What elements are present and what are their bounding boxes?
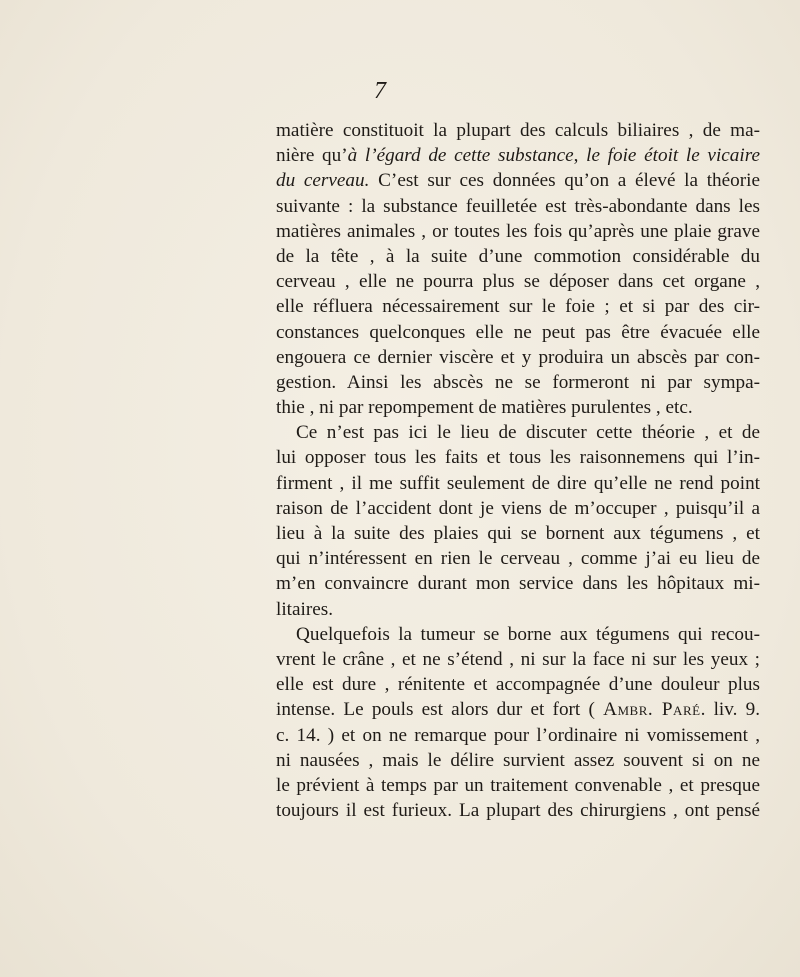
text-line — [276, 219, 760, 244]
text-line — [276, 597, 760, 622]
text-segment: vrent le crâne , et ne s’étend , ni sur la face ni sur les yeux ; — [276, 648, 760, 670]
text-segment: raison de l’accident dont je viens de m’occuper , puisqu’il a — [276, 497, 760, 519]
text-segment: matière constituoit la plupart des calculs biliaires , de ma- — [276, 120, 760, 141]
text-line — [276, 773, 760, 798]
text-line — [276, 168, 760, 193]
text-line — [276, 748, 760, 773]
text-segment: C’est sur ces données qu’on a élevé la théorie — [369, 170, 760, 192]
page-number: 7 — [374, 78, 386, 104]
text-segment: du cerveau. — [276, 170, 370, 192]
text-line — [276, 798, 760, 823]
text-segment: Quelquefois la tumeur se borne aux tégumens qui recou- — [296, 623, 760, 645]
text-segment: de la tête , à la suite d’une commotion considérable du — [276, 245, 760, 267]
text-segment: , — [573, 145, 587, 167]
text-line — [276, 647, 760, 672]
text-line — [276, 471, 760, 496]
text-line — [276, 143, 760, 168]
text-segment: le prévient à temps par un traitement convenable , et presque — [276, 774, 760, 796]
text-line — [276, 521, 760, 546]
text-segment: qui n’intéressent en rien le cerveau , comme j’ai eu lieu de — [276, 548, 760, 570]
text-line — [276, 445, 760, 470]
text-segment: m’en convaincre durant mon service dans les hôpitaux mi- — [276, 573, 760, 595]
text-line — [276, 622, 760, 647]
text-line — [276, 420, 760, 445]
text-segment: thie , ni par repompement de matières purulentes , etc. — [276, 397, 693, 419]
text-segment: à l’égard de cette substance — [347, 145, 574, 167]
text-line — [276, 697, 760, 722]
text-segment: lui opposer tous les faits et tous les raisonnemens qui l’in- — [276, 447, 760, 469]
text-line — [276, 546, 760, 571]
text-line — [276, 269, 760, 294]
text-line — [276, 370, 760, 395]
text-segment: ni nausées , mais le délire survient assez souvent si on ne — [276, 749, 760, 771]
text-line — [276, 345, 760, 370]
text-line — [276, 118, 760, 143]
text-segment: engouera ce dernier viscère et y produira un abscès par con- — [276, 346, 760, 368]
text-segment: le foie étoit le vicaire — [586, 145, 760, 167]
text-segment: constances quelconques elle ne peut pas être évacuée elle — [276, 321, 760, 343]
text-segment: firment , il me suffit seulement de dire qu’elle ne rend point — [276, 472, 760, 494]
text-line — [276, 320, 760, 345]
text-line — [276, 244, 760, 269]
text-segment: lieu à la suite des plaies qui se bornent aux tégumens , et — [276, 523, 760, 544]
text-line — [276, 395, 760, 420]
text-segment: intense. Le pouls est alors dur et fort ( — [276, 699, 604, 721]
text-line — [276, 672, 760, 697]
text-segment: Ce n’est pas ici le lieu de discuter cette théorie , et de — [296, 422, 760, 444]
text-segment: cerveau , elle ne pourra plus se déposer dans cet organe , — [276, 271, 760, 293]
text-segment: . liv. 9. — [700, 699, 760, 721]
text-line — [276, 571, 760, 596]
text-segment: Ambr. Paré — [603, 699, 701, 721]
body-text — [276, 118, 796, 823]
text-segment: c. 14. ) et on ne remarque pour l’ordinaire ni vomissement , — [276, 724, 760, 746]
text-line — [276, 496, 760, 521]
text-segment: nière qu’ — [276, 145, 348, 167]
text-segment: elle est dure , rénitente et accompagnée d’une douleur plus — [276, 674, 760, 696]
text-line — [276, 723, 760, 748]
text-segment: gestion. Ainsi les abscès ne se formeront ni par sympa- — [276, 371, 760, 393]
text-line — [276, 294, 760, 319]
text-segment: suivante : la substance feuilletée est très-abondante dans les — [276, 195, 760, 217]
text-segment: matières animales , or toutes les fois qu’après une plaie grave — [276, 220, 760, 242]
text-segment: elle réfluera nécessairement sur le foie ; et si par des cir- — [276, 296, 760, 318]
text-segment: litaires. — [276, 598, 334, 620]
text-line — [276, 194, 760, 219]
text-segment: toujours il est furieux. La plupart des chirurgiens , ont pensé — [276, 800, 760, 822]
